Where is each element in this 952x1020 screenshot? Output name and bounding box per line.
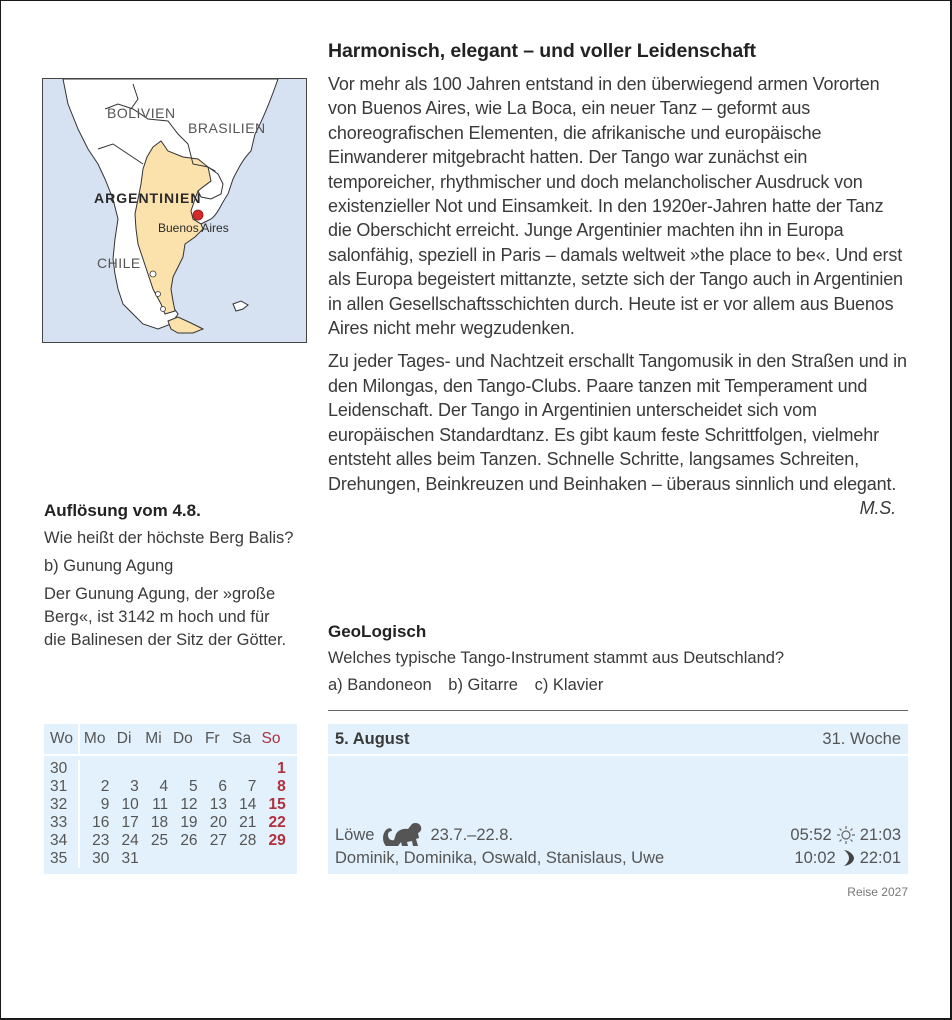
- week-number: 32: [44, 796, 80, 814]
- solution-title: Auflösung vom 4.8.: [44, 501, 201, 520]
- article: [328, 40, 908, 520]
- sunset-time: 21:03: [859, 825, 901, 844]
- moonset-time: 22:01: [859, 848, 901, 867]
- sunday-cell: 22: [268, 814, 286, 831]
- quiz-question: Welches typische Tango-Instrument stammt aus Deutschland?: [328, 649, 785, 667]
- quiz-option-c: c) Klavier: [534, 676, 604, 694]
- map-label-chile: CHILE: [97, 255, 141, 271]
- day-cell: 20: [209, 814, 227, 831]
- day-cell: 3: [130, 778, 139, 795]
- header-fr: Fr: [204, 730, 220, 747]
- header-week: Wo: [44, 724, 80, 754]
- day-cell: [198, 850, 227, 868]
- calendar-header-row: [44, 724, 297, 756]
- day-cell: [198, 760, 227, 778]
- article-paragraph-2-text: Zu jeder Tages- und Nachtzeit erschallt Tangomusik in den Straßen und in den Milongas, den Tango-Clubs. Paare tanzen mit Temperament und Leidenschaft. Der Tango in Argentinien unterscheidet sich vom europäischen Standardtanz. Es gibt kaum feste Schrittfolgen, vielmehr entsteht alles beim Tanzen. Schnelle Schritte, langsames Schreiten, Drehungen, Beinkreuzen und Beinhaken – überaus sinnlich und elegant.: [328, 351, 907, 494]
- calendar-row: [44, 778, 297, 796]
- day-cell: [227, 760, 256, 778]
- week-number: 34: [44, 832, 80, 850]
- city-marker-icon: [193, 210, 203, 220]
- day-cell: 30: [92, 850, 110, 867]
- month-calendar: [44, 724, 297, 874]
- week-label: 31. Woche: [822, 729, 901, 748]
- calendar-row: [44, 796, 297, 814]
- day-cell: 9: [100, 796, 110, 813]
- article-paragraph-1: Vor mehr als 100 Jahren entstand in den überwiegend armen Vororten von Buenos Aires, wie La Boca, ein neuer Tanz – geformt aus choreografischen Elementen, die afrikanische und europäische Einwanderer mitgebracht hatten. Der Tango war zunächst ein temporeicher, rhythmischer und doch melancholischer Ausdruck von existenzieller Not und Einsamkeit. In den 1920er-Jahren hatte der Tanz die Oberschicht erreicht. Junge Argentinier machten ihn in Europa salonfähig, speziell in Paris – damals weltweit »the place to be«. Und erst als Europa begeistert mittanzte, setzte sich der Tango auch in Argentinien in allen Gesellschaftsschichten durch. Heute ist er vor allem aus Buenos Aires nicht mehr wegzudenken.: [328, 74, 903, 339]
- quiz-box: [328, 622, 908, 701]
- week-number: 35: [44, 850, 80, 868]
- zodiac-name: Löwe: [335, 825, 375, 844]
- solution-answer: b) Gunung Agung: [44, 557, 174, 575]
- zodiac-sun-row: [335, 820, 901, 850]
- article-signature: M.S.: [859, 497, 896, 518]
- quiz-title: GeoLogisch: [328, 622, 427, 641]
- calendar-row: [44, 850, 297, 868]
- day-cell: 28: [239, 832, 257, 849]
- article-title: Harmonisch, elegant – und voller Leidenschaft: [328, 40, 756, 62]
- map-label-argentinien: ARGENTINIEN: [94, 190, 202, 206]
- map-argentina: [42, 78, 307, 343]
- day-cell: 19: [180, 814, 198, 831]
- names-moon-row: [335, 848, 901, 868]
- quiz-option-a: a) Bandoneon: [328, 676, 432, 694]
- map-label-buenos-aires: Buenos Aires: [158, 221, 229, 235]
- header-so: So: [261, 730, 281, 747]
- calendar-row: [44, 814, 297, 832]
- sunday-cell: 1: [277, 760, 286, 777]
- solution-box: [44, 501, 294, 657]
- moon-times: [794, 848, 901, 868]
- day-cell: 24: [121, 832, 139, 849]
- quiz-option-b: b) Gitarre: [448, 676, 518, 694]
- header-mi: Mi: [145, 730, 162, 747]
- sunrise-time: 05:52: [790, 825, 832, 844]
- day-cell: [227, 850, 256, 868]
- sun-icon: [836, 825, 856, 845]
- day-cell: 4: [159, 778, 169, 795]
- article-paragraph-2: [328, 349, 908, 518]
- calendar-row: [44, 760, 297, 778]
- day-cell: 16: [92, 814, 110, 831]
- day-cell: 17: [121, 814, 139, 831]
- week-number: 30: [44, 760, 80, 778]
- day-header: [328, 724, 908, 756]
- divider: [328, 710, 908, 711]
- sunday-cell: 8: [277, 778, 286, 795]
- day-cell: 11: [152, 796, 169, 813]
- day-cell: 21: [239, 814, 257, 831]
- sun-times: [790, 825, 901, 845]
- day-cell: [109, 760, 138, 778]
- day-cell: 7: [247, 778, 257, 795]
- day-cell: 6: [218, 778, 227, 795]
- day-cell: 31: [121, 850, 139, 867]
- map-label-bolivien: BOLIVIEN: [107, 105, 176, 121]
- quiz-options: [328, 674, 908, 697]
- day-cell: [168, 850, 197, 868]
- day-cell: 23: [92, 832, 110, 849]
- header-do: Do: [172, 730, 193, 747]
- sunday-cell: 29: [268, 832, 286, 849]
- day-cell: [139, 760, 168, 778]
- header-mo: Mo: [83, 730, 106, 747]
- moon-icon: [840, 848, 856, 868]
- day-cell: 27: [209, 832, 227, 849]
- sunday-cell: 15: [268, 796, 286, 813]
- header-di: Di: [116, 730, 132, 747]
- day-info-box: [328, 724, 908, 874]
- day-cell: 14: [239, 796, 257, 813]
- day-cell: 25: [150, 832, 169, 849]
- day-cell: [80, 760, 109, 778]
- day-cell: 12: [180, 796, 198, 813]
- day-cell: [168, 760, 197, 778]
- calendar-row: [44, 832, 297, 850]
- day-cell: 26: [180, 832, 198, 849]
- zodiac-info: [335, 820, 513, 850]
- moonrise-time: 10:02: [794, 848, 836, 867]
- lion-icon: [380, 820, 424, 850]
- day-cell: 5: [188, 778, 198, 795]
- zodiac-range: 23.7.–22.8.: [430, 825, 514, 844]
- calendar-body: [44, 756, 297, 868]
- sunday-cell: [256, 850, 285, 868]
- solution-question: Wie heißt der höchste Berg Balis?: [44, 529, 294, 547]
- day-date: 5. August: [335, 729, 410, 748]
- day-cell: 2: [100, 778, 110, 795]
- solution-explanation: Der Gunung Agung, der »große Berg«, ist 3142 m hoch und für die Balinesen der Sitz der Götter.: [44, 585, 287, 649]
- week-number: 33: [44, 814, 80, 832]
- day-cell: 18: [150, 814, 169, 831]
- footer-label: Reise 2027: [847, 885, 908, 899]
- header-sa: Sa: [232, 730, 252, 747]
- week-number: 31: [44, 778, 80, 796]
- day-cell: 13: [209, 796, 227, 813]
- namedays: Dominik, Dominika, Oswald, Stanislaus, Uwe: [335, 848, 665, 867]
- day-cell: 10: [121, 796, 139, 813]
- map-label-brasilien: BRASILIEN: [188, 120, 266, 136]
- day-cell: [139, 850, 168, 868]
